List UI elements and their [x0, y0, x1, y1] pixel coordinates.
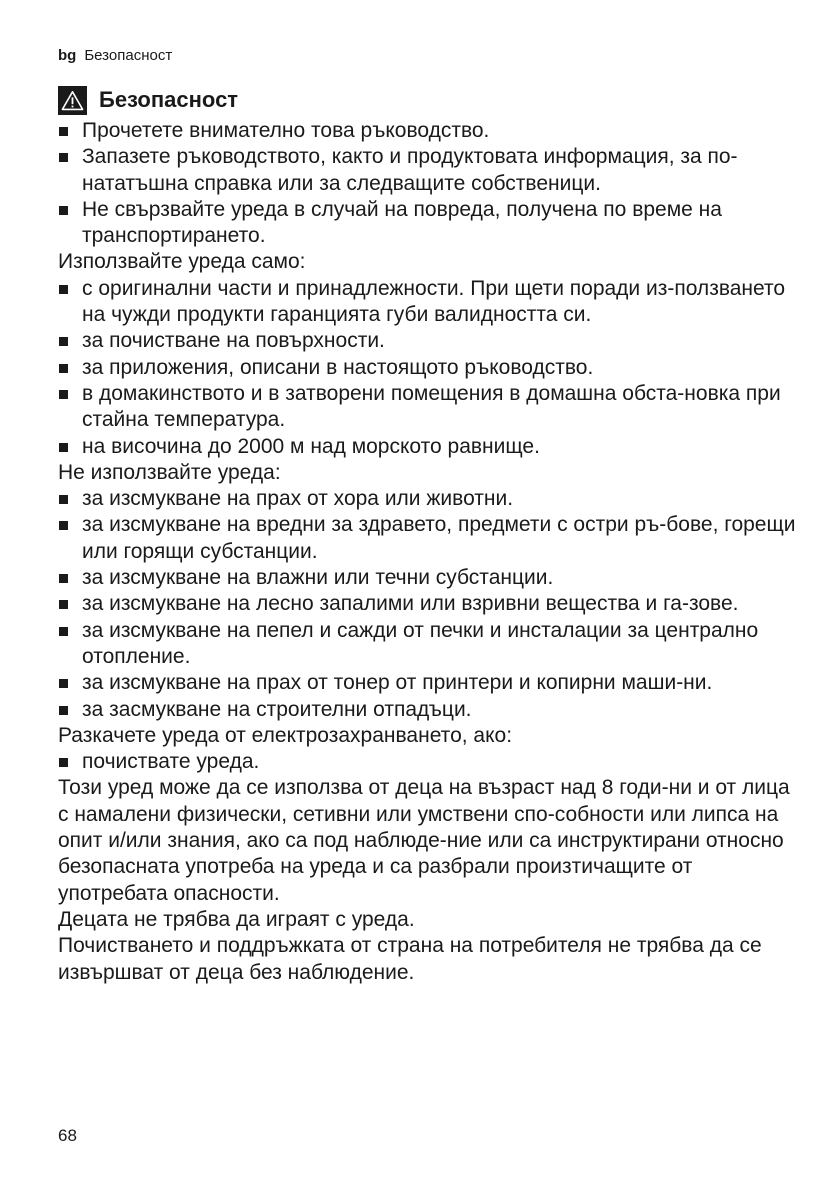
list-item: Не свързвайте уреда в случай на повреда, получена по време на транспортирането.	[58, 197, 798, 250]
running-header-section: Безопасност	[84, 47, 173, 64]
list-item: за изсмукване на влажни или течни субстанции.	[58, 565, 798, 591]
section-title: Безопасност	[99, 87, 239, 112]
list-item: на височина до 2000 м над морското равнище.	[58, 434, 798, 460]
page	[58, 45, 798, 986]
list-item: за засмукване на строителни отпадъци.	[58, 697, 798, 723]
page-number: 68	[58, 1126, 77, 1145]
section-heading	[58, 84, 798, 116]
unplug-list	[58, 749, 798, 775]
use-only-lead: Използвайте уреда само:	[58, 250, 306, 274]
do-not-use-list	[58, 486, 798, 723]
safety-content	[58, 118, 798, 986]
paragraph-cleaning: Почистването и поддръжката от страна на потребителя не трябва да се извършват от деца без наблюдение.	[58, 934, 762, 984]
paragraph-children-use: Този уред може да се използва от деца на възраст над 8 годи-ни и от лица с намалени физически, сетивни или умствени спо-собности или липса на опит и/или знания, ако са под наблюде-ние или са инструктирани относно безопасната употреба на уреда и са разбрали произтичащите от употребата опасности.	[58, 776, 790, 905]
list-item: Запазете ръководството, както и продуктовата информация, за по-нататъшна справка или за следващите собственици.	[58, 144, 798, 197]
list-item: в домакинството и в затворени помещения в домашна обста-новка при стайна температура.	[58, 381, 798, 434]
list-item: за изсмукване на прах от хора или животни.	[58, 486, 798, 512]
use-only-list	[58, 276, 798, 460]
warning-triangle-icon	[58, 86, 87, 115]
list-item: за изсмукване на лесно запалими или взривни вещества и га-зове.	[58, 591, 798, 617]
intro-list	[58, 118, 798, 249]
list-item: Прочетете внимателно това ръководство.	[58, 118, 798, 144]
list-item: с оригинални части и принадлежности. При щети поради из-ползването на чужди продукти гаранцията губи валидността си.	[58, 276, 798, 329]
do-not-use-lead: Не използвайте уреда:	[58, 460, 281, 484]
list-item: за почистване на повърхности.	[58, 328, 798, 354]
paragraph-children-play: Децата не трябва да играят с уреда.	[58, 907, 415, 931]
running-header	[58, 45, 798, 67]
list-item: за приложения, описани в настоящото ръководство.	[58, 355, 798, 381]
list-item: за изсмукване на пепел и сажди от печки и инсталации за централно отопление.	[58, 618, 798, 671]
unplug-lead: Разкачете уреда от електрозахранването, ако:	[58, 723, 513, 747]
list-item: почиствате уреда.	[58, 749, 798, 775]
language-code: bg	[58, 47, 77, 64]
list-item: за изсмукване на вредни за здравето, предмети с остри ръ-бове, горещи или горящи субстанции.	[58, 512, 798, 565]
list-item: за изсмукване на прах от тонер от принтери и копирни маши-ни.	[58, 670, 798, 696]
